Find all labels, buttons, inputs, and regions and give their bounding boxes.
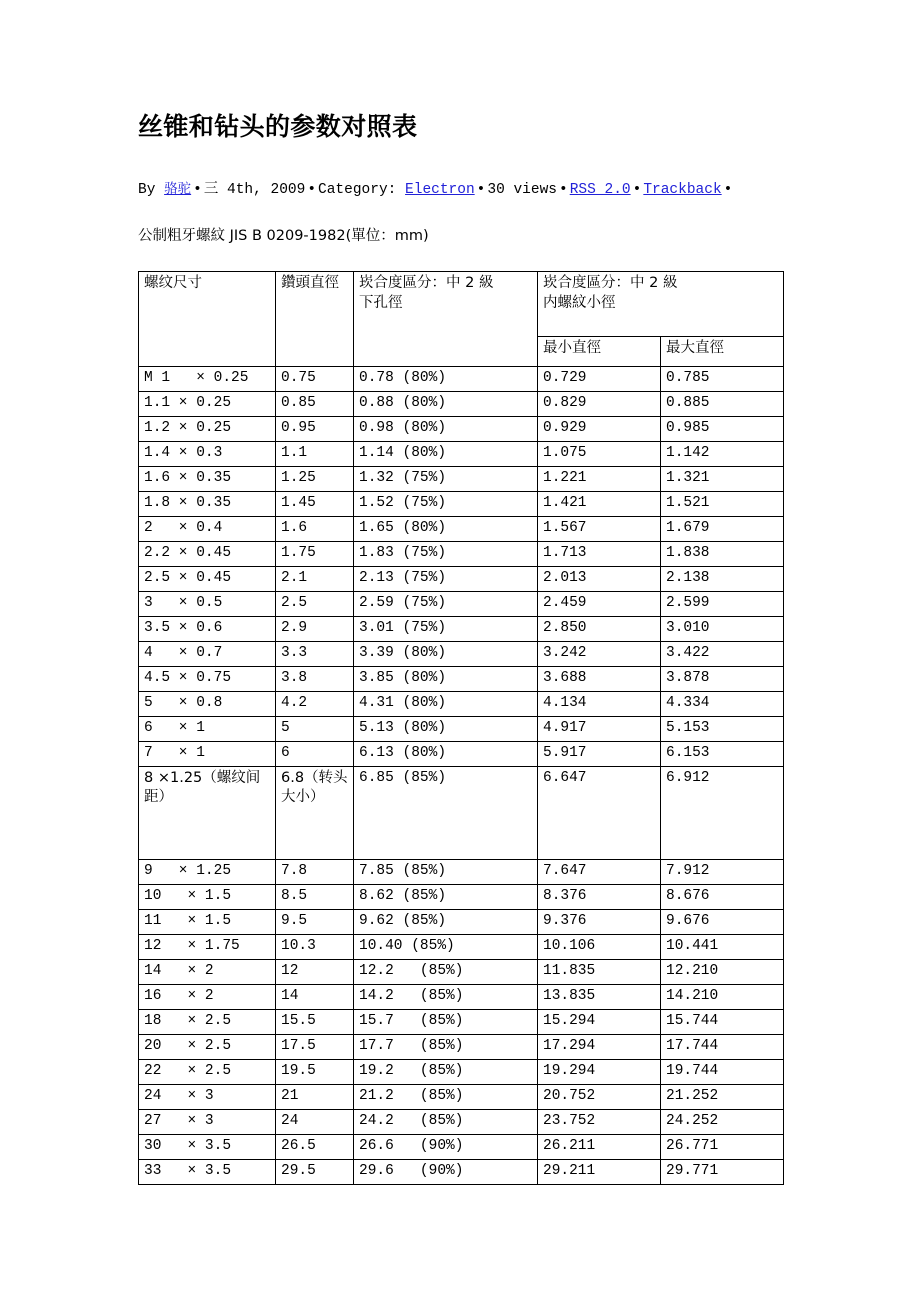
table-row xyxy=(139,859,784,884)
header-thread-size: 螺纹尺寸 xyxy=(139,271,276,366)
cell-thread-size: 4.5 × 0.75 xyxy=(139,666,276,691)
cell-min-diameter: 17.294 xyxy=(538,1034,661,1059)
cell-max-diameter: 19.744 xyxy=(661,1059,784,1084)
cell-min-diameter: 8.376 xyxy=(538,884,661,909)
cell-min-diameter: 19.294 xyxy=(538,1059,661,1084)
cell-max-diameter: 1.521 xyxy=(661,491,784,516)
table-row xyxy=(139,666,784,691)
cell-drill-diameter: 1.6 xyxy=(276,516,354,541)
post-byline xyxy=(138,181,783,200)
cell-max-diameter: 0.785 xyxy=(661,366,784,391)
cell-max-diameter: 26.771 xyxy=(661,1134,784,1159)
cell-thread-size: 14 × 2 xyxy=(139,959,276,984)
cell-thread-size: 33 × 3.5 xyxy=(139,1159,276,1184)
cell-drill-diameter: 9.5 xyxy=(276,909,354,934)
table-row xyxy=(139,391,784,416)
table-row xyxy=(139,466,784,491)
cell-min-diameter: 1.421 xyxy=(538,491,661,516)
cell-max-diameter: 12.210 xyxy=(661,959,784,984)
cell-hole-diameter: 7.85 (85%) xyxy=(354,859,538,884)
cell-drill-diameter: 0.75 xyxy=(276,366,354,391)
cell-min-diameter: 3.242 xyxy=(538,641,661,666)
cell-hole-diameter: 0.98 (80%) xyxy=(354,416,538,441)
cell-thread-size: 5 × 0.8 xyxy=(139,691,276,716)
cell-drill-diameter: 10.3 xyxy=(276,934,354,959)
category-link[interactable]: Electron xyxy=(405,182,475,199)
cell-thread-size: 22 × 2.5 xyxy=(139,1059,276,1084)
cell-hole-diameter: 6.13 (80%) xyxy=(354,741,538,766)
cell-min-diameter: 26.211 xyxy=(538,1134,661,1159)
cell-min-diameter: 1.221 xyxy=(538,466,661,491)
cell-hole-diameter: 2.13 (75%) xyxy=(354,566,538,591)
cell-thread-size: 1.1 × 0.25 xyxy=(139,391,276,416)
table-row xyxy=(139,1009,784,1034)
cell-min-diameter: 10.106 xyxy=(538,934,661,959)
table-row xyxy=(139,934,784,959)
cell-min-diameter: 13.835 xyxy=(538,984,661,1009)
table-row xyxy=(139,1034,784,1059)
cell-drill-diameter: 15.5 xyxy=(276,1009,354,1034)
cell-min-diameter: 2.013 xyxy=(538,566,661,591)
table-row xyxy=(139,884,784,909)
cell-hole-diameter: 1.83 (75%) xyxy=(354,541,538,566)
cell-drill-diameter: 3.8 xyxy=(276,666,354,691)
cell-hole-diameter: 2.59 (75%) xyxy=(354,591,538,616)
cell-min-diameter: 5.917 xyxy=(538,741,661,766)
cell-drill-diameter: 29.5 xyxy=(276,1159,354,1184)
cell-thread-size: 24 × 3 xyxy=(139,1084,276,1109)
cell-drill-diameter: 8.5 xyxy=(276,884,354,909)
cell-max-diameter: 3.422 xyxy=(661,641,784,666)
cell-drill-diameter: 2.9 xyxy=(276,616,354,641)
byline-separator-6: • xyxy=(723,182,733,199)
cell-hole-diameter: 29.6 (90%) xyxy=(354,1159,538,1184)
table-row xyxy=(139,909,784,934)
cell-min-diameter: 1.713 xyxy=(538,541,661,566)
cell-thread-size: 18 × 2.5 xyxy=(139,1009,276,1034)
cell-max-diameter: 1.142 xyxy=(661,441,784,466)
cell-max-diameter: 6.153 xyxy=(661,741,784,766)
cell-min-diameter: 15.294 xyxy=(538,1009,661,1034)
cell-thread-size: 3.5 × 0.6 xyxy=(139,616,276,641)
table-row xyxy=(139,1084,784,1109)
table-row xyxy=(139,984,784,1009)
byline-views: 30 views xyxy=(487,182,557,199)
table-row xyxy=(139,366,784,391)
cell-thread-size: 1.8 × 0.35 xyxy=(139,491,276,516)
cell-hole-diameter: 24.2 (85%) xyxy=(354,1109,538,1134)
cell-drill-diameter: 7.8 xyxy=(276,859,354,884)
cell-thread-size: 8 ×1.25（螺纹间距） xyxy=(139,766,276,859)
cell-hole-diameter: 15.7 (85%) xyxy=(354,1009,538,1034)
cell-hole-diameter: 0.78 (80%) xyxy=(354,366,538,391)
cell-min-diameter: 4.917 xyxy=(538,716,661,741)
cell-thread-size: M 1 × 0.25 xyxy=(139,366,276,391)
cell-drill-diameter: 0.95 xyxy=(276,416,354,441)
cell-min-diameter: 0.929 xyxy=(538,416,661,441)
cell-hole-diameter: 21.2 (85%) xyxy=(354,1084,538,1109)
cell-max-diameter: 0.885 xyxy=(661,391,784,416)
table-row xyxy=(139,959,784,984)
cell-thread-size: 2 × 0.4 xyxy=(139,516,276,541)
cell-thread-size: 11 × 1.5 xyxy=(139,909,276,934)
cell-max-diameter: 1.838 xyxy=(661,541,784,566)
cell-hole-diameter: 1.52 (75%) xyxy=(354,491,538,516)
cell-thread-size: 10 × 1.5 xyxy=(139,884,276,909)
cell-min-diameter: 0.729 xyxy=(538,366,661,391)
table-row xyxy=(139,541,784,566)
page-title: 丝锥和钻头的参数对照表 xyxy=(138,113,418,141)
cell-drill-diameter: 19.5 xyxy=(276,1059,354,1084)
cell-min-diameter: 7.647 xyxy=(538,859,661,884)
cell-thread-size: 1.2 × 0.25 xyxy=(139,416,276,441)
cell-max-diameter: 1.679 xyxy=(661,516,784,541)
header-fit-class-minor: 崁合度區分：中 2 級 内螺紋小徑 xyxy=(538,271,784,336)
header-max-diameter: 最大直徑 xyxy=(661,336,784,366)
cell-hole-diameter: 1.14 (80%) xyxy=(354,441,538,466)
table-row xyxy=(139,741,784,766)
cell-thread-size: 27 × 3 xyxy=(139,1109,276,1134)
cell-drill-diameter: 1.1 xyxy=(276,441,354,466)
cell-drill-diameter: 3.3 xyxy=(276,641,354,666)
cell-hole-diameter: 26.6 (90%) xyxy=(354,1134,538,1159)
cell-thread-size: 30 × 3.5 xyxy=(139,1134,276,1159)
byline-separator-4: • xyxy=(559,182,568,199)
cell-hole-diameter: 8.62 (85%) xyxy=(354,884,538,909)
cell-min-diameter: 23.752 xyxy=(538,1109,661,1134)
cell-drill-diameter: 24 xyxy=(276,1109,354,1134)
table-row xyxy=(139,691,784,716)
cell-hole-diameter: 1.32 (75%) xyxy=(354,466,538,491)
cell-thread-size: 1.6 × 0.35 xyxy=(139,466,276,491)
table-row xyxy=(139,616,784,641)
table-row xyxy=(139,416,784,441)
cell-drill-diameter: 1.25 xyxy=(276,466,354,491)
cell-min-diameter: 2.850 xyxy=(538,616,661,641)
table-body xyxy=(139,271,784,1184)
cell-thread-size: 3 × 0.5 xyxy=(139,591,276,616)
cell-max-diameter: 3.878 xyxy=(661,666,784,691)
cell-hole-diameter: 3.39 (80%) xyxy=(354,641,538,666)
cell-thread-size: 4 × 0.7 xyxy=(139,641,276,666)
cell-hole-diameter: 12.2 (85%) xyxy=(354,959,538,984)
cell-min-diameter: 0.829 xyxy=(538,391,661,416)
cell-max-diameter: 0.985 xyxy=(661,416,784,441)
cell-thread-size: 6 × 1 xyxy=(139,716,276,741)
cell-max-diameter: 1.321 xyxy=(661,466,784,491)
cell-max-diameter: 24.252 xyxy=(661,1109,784,1134)
cell-hole-diameter: 17.7 (85%) xyxy=(354,1034,538,1059)
cell-min-diameter: 11.835 xyxy=(538,959,661,984)
cell-drill-diameter: 2.1 xyxy=(276,566,354,591)
article-content xyxy=(138,112,783,1185)
cell-thread-size: 20 × 2.5 xyxy=(139,1034,276,1059)
cell-drill-diameter: 17.5 xyxy=(276,1034,354,1059)
table-row xyxy=(139,491,784,516)
table-row xyxy=(139,441,784,466)
table-row xyxy=(139,1109,784,1134)
byline-separator-5: • xyxy=(632,182,642,199)
cell-min-diameter: 1.075 xyxy=(538,441,661,466)
cell-min-diameter: 2.459 xyxy=(538,591,661,616)
cell-hole-diameter: 6.85 (85%) xyxy=(354,766,538,859)
table-row xyxy=(139,641,784,666)
table-row xyxy=(139,591,784,616)
cell-drill-diameter: 4.2 xyxy=(276,691,354,716)
header-min-diameter: 最小直徑 xyxy=(538,336,661,366)
standard-subtitle xyxy=(138,227,783,247)
table-row xyxy=(139,1134,784,1159)
author-link[interactable]: 骆驼 xyxy=(164,181,192,198)
table-row xyxy=(139,716,784,741)
cell-thread-size: 12 × 1.75 xyxy=(139,934,276,959)
cell-min-diameter: 9.376 xyxy=(538,909,661,934)
cell-min-diameter: 4.134 xyxy=(538,691,661,716)
cell-hole-diameter: 1.65 (80%) xyxy=(354,516,538,541)
trackback-link[interactable]: Trackback xyxy=(643,182,722,199)
table-header-row-top xyxy=(139,271,784,336)
cell-thread-size: 1.4 × 0.3 xyxy=(139,441,276,466)
byline-by-label: By xyxy=(138,182,165,199)
cell-min-diameter: 29.211 xyxy=(538,1159,661,1184)
byline-separator-2: • xyxy=(307,182,317,199)
header-fit-class-hole: 崁合度區分：中 2 級 下孔徑 xyxy=(354,271,538,366)
cell-thread-size: 2.2 × 0.45 xyxy=(139,541,276,566)
cell-hole-diameter: 19.2 (85%) xyxy=(354,1059,538,1084)
cell-max-diameter: 10.441 xyxy=(661,934,784,959)
cell-max-diameter: 15.744 xyxy=(661,1009,784,1034)
header-drill-diameter: 鑽頭直徑 xyxy=(276,271,354,366)
cell-drill-diameter: 14 xyxy=(276,984,354,1009)
standard-subtitle-text: 公制粗牙螺紋 JIS B 0209-1982(單位：mm) xyxy=(138,228,429,245)
cell-drill-diameter: 26.5 xyxy=(276,1134,354,1159)
cell-max-diameter: 7.912 xyxy=(661,859,784,884)
cell-hole-diameter: 4.31 (80%) xyxy=(354,691,538,716)
cell-min-diameter: 6.647 xyxy=(538,766,661,859)
cell-max-diameter: 29.771 xyxy=(661,1159,784,1184)
byline-separator-3: • xyxy=(476,182,486,199)
cell-max-diameter: 21.252 xyxy=(661,1084,784,1109)
cell-hole-diameter: 3.85 (80%) xyxy=(354,666,538,691)
cell-max-diameter: 2.599 xyxy=(661,591,784,616)
cell-drill-diameter: 12 xyxy=(276,959,354,984)
cell-drill-diameter: 1.45 xyxy=(276,491,354,516)
cell-hole-diameter: 9.62 (85%) xyxy=(354,909,538,934)
cell-max-diameter: 14.210 xyxy=(661,984,784,1009)
cell-thread-size: 9 × 1.25 xyxy=(139,859,276,884)
cell-max-diameter: 17.744 xyxy=(661,1034,784,1059)
cell-min-diameter: 1.567 xyxy=(538,516,661,541)
cell-max-diameter: 2.138 xyxy=(661,566,784,591)
thread-drill-spec-table xyxy=(138,271,784,1185)
table-row xyxy=(139,566,784,591)
cell-drill-diameter: 0.85 xyxy=(276,391,354,416)
cell-thread-size: 2.5 × 0.45 xyxy=(139,566,276,591)
table-row xyxy=(139,766,784,859)
cell-min-diameter: 20.752 xyxy=(538,1084,661,1109)
table-row xyxy=(139,1159,784,1184)
cell-drill-diameter: 5 xyxy=(276,716,354,741)
cell-hole-diameter: 0.88 (80%) xyxy=(354,391,538,416)
cell-hole-diameter: 14.2 (85%) xyxy=(354,984,538,1009)
cell-hole-diameter: 5.13 (80%) xyxy=(354,716,538,741)
cell-max-diameter: 4.334 xyxy=(661,691,784,716)
cell-max-diameter: 5.153 xyxy=(661,716,784,741)
cell-drill-diameter: 2.5 xyxy=(276,591,354,616)
cell-thread-size: 16 × 2 xyxy=(139,984,276,1009)
cell-min-diameter: 3.688 xyxy=(538,666,661,691)
cell-max-diameter: 6.912 xyxy=(661,766,784,859)
cell-drill-diameter: 21 xyxy=(276,1084,354,1109)
byline-date: 三 4th, 2009 xyxy=(203,182,306,199)
rss-link[interactable]: RSS 2.0 xyxy=(569,182,631,199)
cell-hole-diameter: 3.01 (75%) xyxy=(354,616,538,641)
cell-drill-diameter: 1.75 xyxy=(276,541,354,566)
cell-hole-diameter: 10.40 (85%) xyxy=(354,934,538,959)
cell-drill-diameter: 6.8（转头大小） xyxy=(276,766,354,859)
cell-max-diameter: 8.676 xyxy=(661,884,784,909)
table-row xyxy=(139,516,784,541)
cell-max-diameter: 9.676 xyxy=(661,909,784,934)
cell-thread-size: 7 × 1 xyxy=(139,741,276,766)
cell-drill-diameter: 6 xyxy=(276,741,354,766)
table-row xyxy=(139,1059,784,1084)
cell-max-diameter: 3.010 xyxy=(661,616,784,641)
byline-separator-1: • xyxy=(193,182,202,199)
byline-category-label: Category: xyxy=(318,182,406,199)
